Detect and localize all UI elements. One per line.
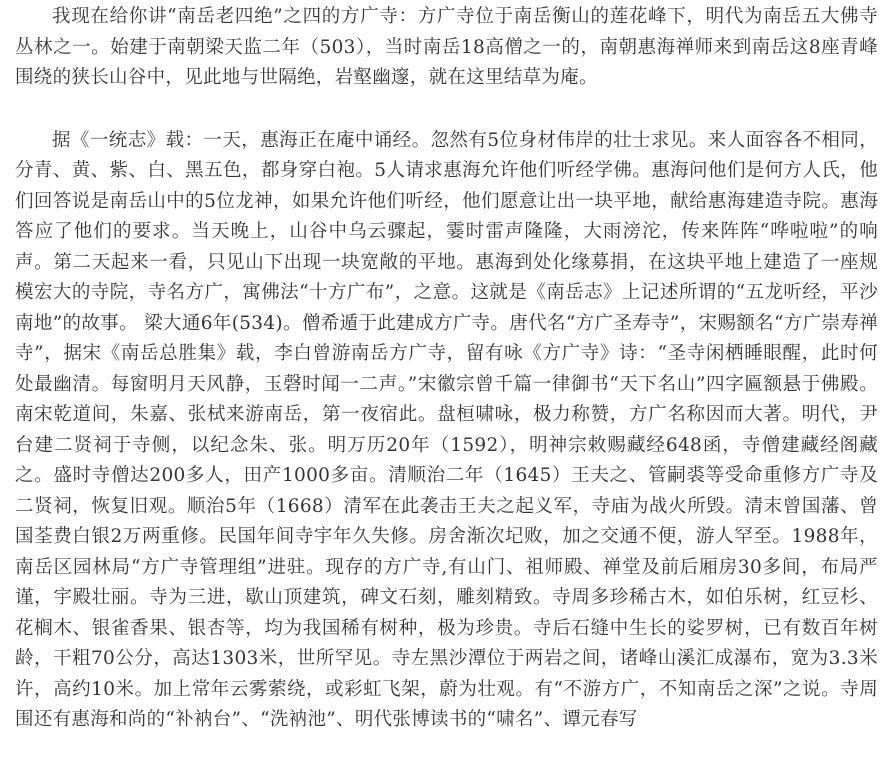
paragraph-history: 据《一统志》载：一天，惠海正在庵中诵经。忽然有5位身材伟岸的壮士求见。来人面容各不相同，分青、黄、紫、白、黑五色，都身穿白袍。5人请求惠海允许他们听经学佛。惠海问他们是何方人氏，他们回答说是南岳山中的5位龙神，如果允许他们听经，他们愿意让出一块平地，献给惠海建造寺院。惠海答应了他们的要求。当天晚上，山谷中乌云骤起，霎时雷声隆隆，大雨滂沱，传来阵阵“哗啦啦”的响声。第二天起来一看，只见山下出现一块宽敞的平地。惠海到处化缘募捐，在这块平地上建造了一座规模宏大的寺院，寺名方广，寓佛法“十方广布”，之意。这就是《南岳志》上记述所谓的“五龙听经，平沙南地”的故事。 梁大通6年(534)。僧希遁于此建成方广寺。唐代名“方广圣寿寺”，宋赐额名“方广崇寿禅寺”，据宋《南岳总胜集》载，李白曾游南岳方广寺，留有咏《方广寺》诗：“圣寺闲栖睡眼醒，此时何处最幽清。每窗明月天风静，玉磬时闻一二声。”宋徽宗曾千篇一律御书“天下名山”四字匾额悬于佛殿。南宋乾道间，朱嘉、张栻来游南岳，第一夜宿此。盘桓啸咏，极力称赞，方广名称因而大著。明代，尹台建二贤祠于寺侧，以纪念朱、张。明万历20年（1592），明神宗敕赐藏经648函，寺僧建藏经阁藏之。盛时寺僧达200多人，田产1000多亩。清顺治二年（1645）王夫之、管嗣裘等受命重修方广寺及二贤祠，恢复旧观。顺治5年（1668）清军在此袭击王夫之起义军，寺庙为战火所毁。清末曾国藩、曾国荃费白银2万两重修。民国年间寺宇年久失修。房舍渐次圮败，加之交通不便，游人罕至。1988年，南岳区园林局“方广寺管理组”进驻。现存的方广寺,有山门、祖师殿、禅堂及前后厢房30多间，布局严谨，宇殿壮丽。寺为三进，歇山顶建筑，碑文石刻，雕刻精致。寺周多珍稀古木，如伯乐树，红豆杉、花榈木、银雀香果、银杏等，均为我国稀有树种，极为珍贵。寺后石缝中生长的娑罗树，已有数百年树龄，干粗70公分，高达1303米，世所罕见。寺左黑沙潭位于两岩之间，诸峰山溪汇成瀑布，宽为3.3米许，高约10米。加上常年云雾萦绕，或彩虹飞架，蔚为壮观。有“不游方广，不知南岳之深”之说。寺周围还有惠海和尚的“补衲台”、“洗衲池”、明代张博读书的“啸名”、谭元春写 xyxy=(15,129,878,730)
paragraph-gap xyxy=(15,94,878,126)
paragraph-intro: 我现在给你讲“南岳老四绝”之四的方广寺：方广寺位于南岳衡山的莲花峰下，明代为南岳五大佛寺丛林之一。始建于南朝梁天监二年（503），当时南岳18高僧之一的，南朝惠海禅师来到南岳这8座青峰围绕的狭长山谷中，见此地与世隔绝，岩壑幽邃，就在这里结草为庵。 xyxy=(15,6,878,88)
